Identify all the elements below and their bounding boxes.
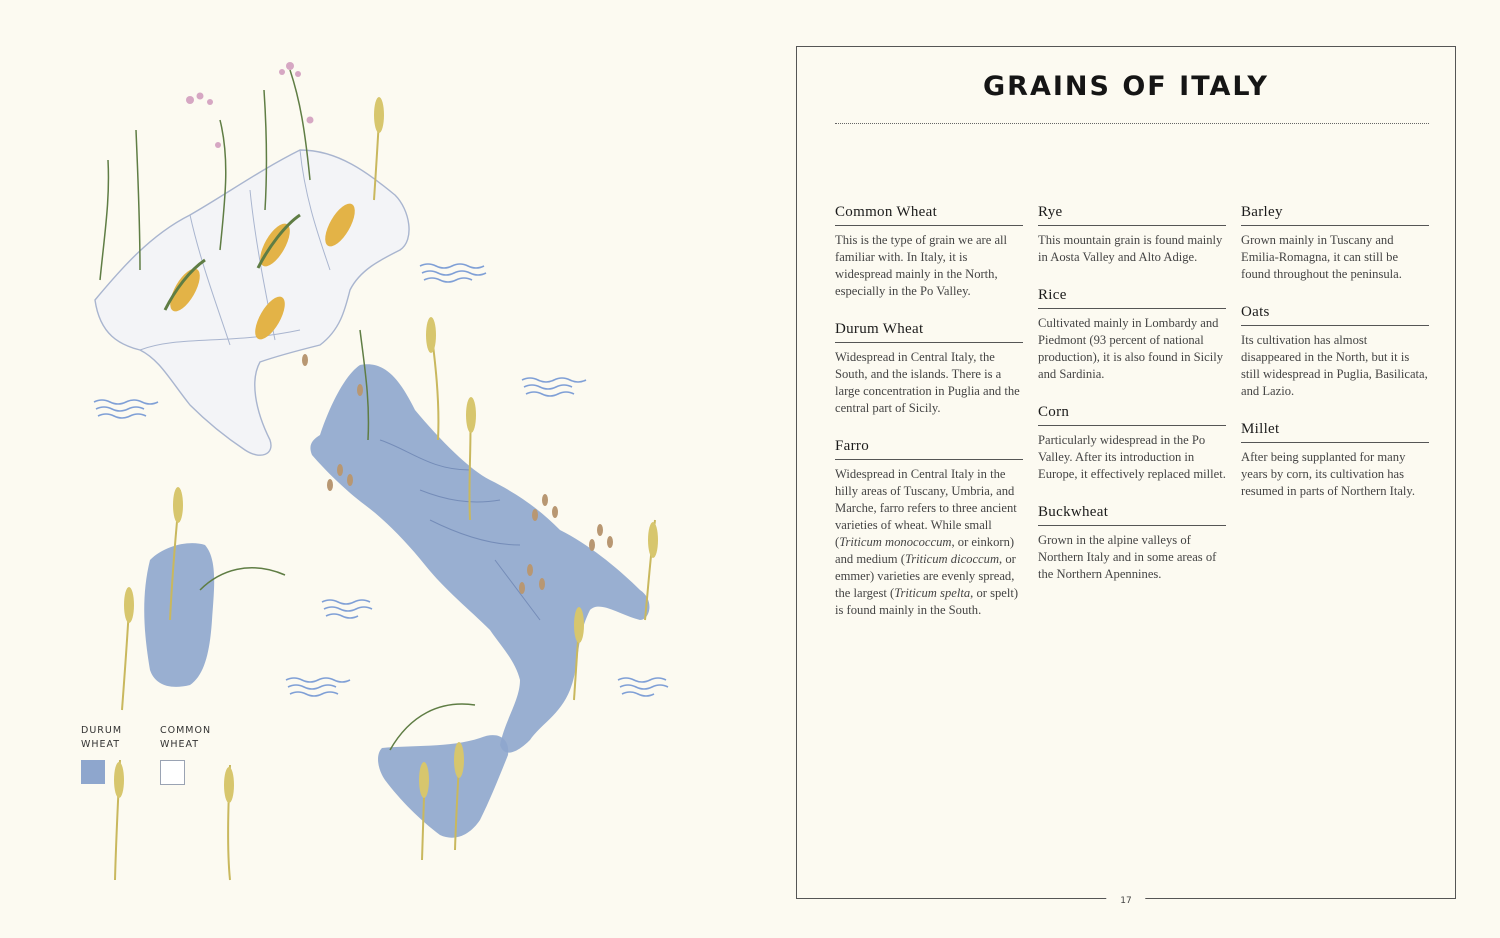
page-number: 17	[1106, 896, 1145, 906]
farro-text-1: Widespread in Central Italy in the hilly areas of Tuscany, Umbria, and Marche, farro refers to three ancient varieties of wheat. While small (	[835, 467, 1017, 549]
farro-species-dicoccum: Triticum dicoccum	[904, 552, 1000, 566]
grain-title: Rye	[1038, 204, 1226, 226]
grain-entry-rice	[1038, 287, 1226, 383]
grain-entry-oats	[1241, 304, 1429, 400]
grain-description: After being supplanted for many years by corn, its cultivation has resumed in parts of Northern Italy.	[1241, 450, 1416, 498]
grain-column-3	[1241, 204, 1429, 521]
grain-description: Widespread in Central Italy, the South, and the islands. There is a large concentration in Puglia and the central part of Sicily.	[835, 350, 1020, 415]
page-title: GRAINS OF ITALY	[983, 71, 1269, 102]
grain-title: Oats	[1241, 304, 1429, 326]
legend-durum-wheat	[81, 724, 151, 784]
buckwheat-flowers	[186, 62, 314, 148]
grain-title: Buckwheat	[1038, 504, 1226, 526]
grain-title: Rice	[1038, 287, 1226, 309]
grain-description: Particularly widespread in the Po Valley. After its introduction in Europe, it effectively replaced millet.	[1038, 433, 1226, 481]
grain-title: Common Wheat	[835, 204, 1023, 226]
farro-species-monococcum: Triticum monococcum	[839, 535, 952, 549]
sicily-region	[378, 735, 508, 838]
grain-entry-buckwheat	[1038, 504, 1226, 583]
farro-text-2: , or einkorn) and medium (	[835, 535, 1015, 566]
peninsula-durum-region	[310, 364, 649, 752]
grain-description: Grown in the alpine valleys of Northern Italy and in some areas of the Northern Apennines.	[1038, 533, 1217, 581]
legend-common-wheat	[160, 724, 230, 785]
grain-title: Millet	[1241, 421, 1429, 443]
grain-entry-common-wheat	[835, 204, 1023, 300]
legend-durum-swatch	[81, 760, 105, 784]
legend-common-swatch	[160, 760, 185, 785]
grain-description: This is the type of grain we are all familiar with. In Italy, it is widespread mainly in the North, especially in the Po Valley.	[835, 233, 1008, 298]
legend-common-label: COMMON WHEAT	[160, 725, 212, 750]
farro-species-spelta: Triticum spelta	[894, 586, 971, 600]
grain-entry-farro	[835, 438, 1023, 619]
grain-title: Durum Wheat	[835, 321, 1023, 343]
grain-description: Its cultivation has almost disappeared in the North, but it is still widespread in Puglia, Basilicata, and Lazio.	[1241, 333, 1428, 398]
grain-entry-corn	[1038, 404, 1226, 483]
grain-description: Grown mainly in Tuscany and Emilia-Romagna, it can still be found throughout the peninsula.	[1241, 233, 1402, 281]
farro-text-4: , or spelt) is found mainly in the South.	[835, 586, 1019, 617]
legend-durum-label: DURUM WHEAT	[81, 725, 123, 750]
grain-title: Corn	[1038, 404, 1226, 426]
grain-description: Cultivated mainly in Lombardy and Piedmont (93 percent of national production), it is also found in Sicily and Sardinia.	[1038, 316, 1224, 381]
grains-info-panel	[796, 46, 1456, 906]
sardinia-region	[144, 543, 214, 687]
grain-column-1	[835, 204, 1023, 640]
grain-entry-rye	[1038, 204, 1226, 266]
grain-entry-durum-wheat	[835, 321, 1023, 417]
grain-description	[835, 466, 1023, 619]
grain-entry-millet	[1241, 421, 1429, 500]
grain-column-2	[1038, 204, 1226, 604]
grain-title: Barley	[1241, 204, 1429, 226]
title-divider	[835, 123, 1429, 124]
grain-title: Farro	[835, 438, 1023, 460]
grain-description: This mountain grain is found mainly in Aosta Valley and Alto Adige.	[1038, 233, 1223, 264]
farro-text-3: , or emmer) varieties are evenly spread, the largest (	[835, 552, 1016, 600]
grain-entry-barley	[1241, 204, 1429, 283]
